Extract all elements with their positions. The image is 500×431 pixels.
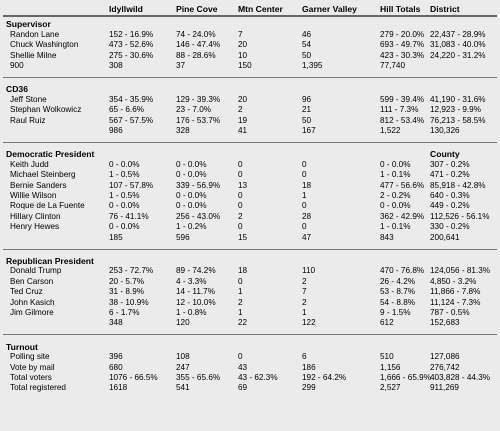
table-cell: 12 - 10.0%	[176, 297, 216, 307]
table-cell: 20	[238, 40, 248, 50]
table-cell: 354 - 35.9%	[109, 94, 154, 104]
table-cell: 0 - 0.0%	[176, 159, 207, 169]
row-label: Jim Gilmore	[10, 308, 54, 317]
table-cell: 130,326	[430, 126, 460, 135]
table-cell: 4 - 3.3%	[176, 276, 207, 286]
section-title: Turnout	[6, 341, 38, 352]
table-cell: 18	[238, 266, 248, 276]
table-cell: 96	[302, 94, 312, 104]
table-cell: 599 - 39.4%	[380, 94, 425, 104]
table-cell: 28	[302, 211, 312, 221]
row-label: Hillary Clinton	[10, 211, 61, 221]
row-label: Polling site	[10, 352, 50, 362]
table-cell: 6	[302, 352, 307, 362]
table-cell: 20 - 5.7%	[109, 276, 145, 286]
table-cell: 308	[109, 61, 123, 70]
table-cell: 275 - 30.6%	[109, 50, 154, 60]
table-cell: 26 - 4.2%	[380, 276, 416, 286]
table-cell: 812 - 53.4%	[380, 115, 425, 125]
table-cell: 186	[302, 362, 316, 372]
table-cell: 146 - 47.4%	[176, 40, 221, 50]
row-label: Vote by mail	[10, 362, 55, 372]
table-cell: 279 - 20.0%	[380, 29, 425, 39]
column-header: Idyllwild	[109, 4, 143, 14]
table-cell: 14 - 11.7%	[176, 287, 215, 297]
table-cell: 253 - 72.7%	[109, 266, 154, 276]
table-cell: 1 - 0.1%	[380, 222, 411, 232]
row-label: Shellie Milne	[10, 50, 57, 60]
table-cell: 50	[302, 50, 312, 60]
table-cell: 0	[238, 201, 243, 211]
table-cell: 19	[238, 115, 248, 125]
table-cell: 192 - 64.2%	[302, 373, 347, 382]
row-label: Raul Ruiz	[10, 115, 46, 125]
table-cell: 10	[238, 50, 248, 60]
table-cell: 0 - 0.0%	[176, 201, 207, 211]
column-header: District	[430, 4, 460, 14]
row-label: Keith Judd	[10, 159, 49, 169]
table-cell: 0 - 0.0%	[176, 170, 207, 180]
table-cell: 74 - 24.0%	[176, 29, 216, 39]
table-cell: 20	[238, 94, 248, 104]
table-cell: 1,395	[302, 61, 323, 70]
table-cell: 1,666 - 65.9%	[380, 373, 431, 382]
table-cell: 22	[238, 318, 248, 328]
table-cell: 1618	[109, 383, 128, 393]
table-cell: 89 - 74.2%	[176, 266, 216, 276]
table-cell: 541	[176, 383, 190, 393]
table-cell: 0 - 0.0%	[109, 201, 140, 211]
table-cell: 65 - 6.6%	[109, 105, 145, 115]
table-cell: 2,527	[380, 383, 401, 393]
table-cell: 787 - 0.5%	[430, 308, 470, 317]
table-cell: 680	[109, 362, 123, 372]
table-cell: 0 - 0.0%	[109, 159, 140, 169]
table-cell: 276,742	[430, 362, 460, 372]
table-cell: 43 - 62.3%	[238, 373, 278, 382]
table-cell: 612	[380, 318, 394, 328]
table-cell: 22,437 - 28.9%	[430, 29, 486, 39]
table-cell: 152,683	[430, 318, 460, 328]
table-cell: 0 - 0.0%	[109, 222, 140, 232]
section-divider	[3, 249, 497, 250]
table-cell: 596	[176, 232, 190, 242]
table-cell: 37	[176, 61, 186, 70]
column-header: Garner Valley	[302, 4, 357, 14]
table-cell: 53 - 8.7%	[380, 287, 416, 297]
table-cell: 120	[176, 318, 190, 328]
table-cell: 0	[238, 276, 243, 286]
table-cell: 13	[238, 180, 248, 190]
table-cell: 1 - 0.8%	[176, 308, 207, 317]
table-cell: 2 - 0.2%	[380, 191, 411, 200]
table-cell: 247	[176, 362, 190, 372]
section-divider	[3, 77, 497, 78]
row-label: Total voters	[10, 373, 52, 382]
section-divider	[3, 142, 497, 143]
table-cell: 112,526 - 56.1%	[430, 211, 490, 221]
table-cell: 403,828 - 44.3%	[430, 373, 491, 382]
column-header: Hill Totals	[380, 4, 421, 14]
table-cell: 43	[238, 362, 248, 372]
table-cell: 2	[238, 297, 243, 307]
row-label: Donald Trump	[10, 266, 62, 276]
table-cell: 423 - 30.3%	[380, 50, 425, 60]
table-cell: 85,918 - 42.8%	[430, 180, 486, 190]
table-cell: 200,641	[430, 232, 460, 242]
table-cell: 129 - 39.3%	[176, 94, 221, 104]
column-header: Pine Cove	[176, 4, 218, 14]
row-label: John Kasich	[10, 297, 55, 307]
table-cell: 31 - 8.9%	[109, 287, 145, 297]
table-cell: 1 - 0.2%	[176, 222, 207, 232]
table-cell: 47	[302, 232, 312, 242]
header-divider	[3, 15, 497, 17]
table-cell: 1,156	[380, 362, 401, 372]
table-cell: 21	[302, 105, 312, 115]
row-label: Bernie Sanders	[10, 180, 67, 190]
table-cell: 2	[238, 211, 243, 221]
table-cell: 640 - 0.3%	[430, 191, 470, 200]
row-label: Stephan Wolkowicz	[10, 105, 82, 115]
table-cell: 11,866 - 7.8%	[430, 287, 481, 297]
table-cell: 510	[380, 352, 394, 362]
table-cell: 0 - 0.0%	[176, 191, 207, 200]
table-cell: 911,269	[430, 383, 459, 393]
table-cell: 46	[302, 29, 312, 39]
table-cell: 693 - 49.7%	[380, 40, 425, 50]
table-cell: 567 - 57.5%	[109, 115, 154, 125]
row-label: Roque de La Fuente	[10, 201, 85, 211]
table-cell: 348	[109, 318, 123, 328]
table-cell: 24,220 - 31.2%	[430, 50, 486, 60]
table-cell: 167	[302, 126, 316, 135]
table-cell: 843	[380, 232, 394, 242]
table-cell: 12,923 - 9.9%	[430, 105, 481, 115]
table-cell: 339 - 56.9%	[176, 180, 221, 190]
table-cell: 11,124 - 7.3%	[430, 297, 481, 307]
row-label: Henry Hewes	[10, 222, 60, 232]
table-cell: 0	[302, 201, 307, 211]
table-cell: 9 - 1.5%	[380, 308, 411, 317]
table-cell: 0	[238, 222, 243, 232]
table-cell: 1,522	[380, 126, 401, 135]
table-cell: 110	[302, 266, 316, 276]
table-cell: 7	[238, 29, 243, 39]
row-label: Chuck Washington	[10, 40, 79, 50]
table-cell: 0 - 0.0%	[380, 201, 411, 211]
table-cell: 1	[238, 308, 243, 317]
table-cell: 328	[176, 126, 190, 135]
row-label: Ben Carson	[10, 276, 54, 286]
column-header: Mtn Center	[238, 4, 283, 14]
table-cell: 2	[238, 105, 243, 115]
row-label: Ted Cruz	[10, 287, 43, 297]
table-cell: 355 - 65.6%	[176, 373, 221, 382]
table-cell: 1076 - 66.5%	[109, 373, 158, 382]
table-cell: 1 - 0.5%	[109, 170, 140, 180]
table-cell: 88 - 28.6%	[176, 50, 216, 60]
table-cell: 107 - 57.8%	[109, 180, 154, 190]
table-cell: 0	[302, 222, 307, 232]
table-cell: 108	[176, 352, 190, 362]
table-cell: 362 - 42.9%	[380, 211, 425, 221]
table-cell: 473 - 52.6%	[109, 40, 154, 50]
table-cell: 396	[109, 352, 123, 362]
row-label: Willie Wilson	[10, 191, 57, 200]
table-cell: 76 - 41.1%	[109, 211, 149, 221]
table-cell: 0	[302, 159, 307, 169]
table-cell: 1 - 0.1%	[380, 170, 411, 180]
table-cell: 1	[302, 308, 307, 317]
section-title: CD36	[6, 84, 28, 95]
table-cell: 185	[109, 232, 123, 242]
table-cell: 50	[302, 115, 312, 125]
table-cell: 152 - 16.9%	[109, 29, 154, 39]
table-cell: 986	[109, 126, 123, 135]
section-subhead: County	[430, 149, 460, 160]
table-cell: 54 - 8.8%	[380, 297, 416, 307]
table-cell: 41	[238, 126, 248, 135]
table-cell: 15	[238, 232, 248, 242]
table-cell: 2	[302, 297, 307, 307]
table-cell: 31,083 - 40.0%	[430, 40, 486, 50]
section-divider	[3, 334, 497, 335]
row-label: 900	[10, 61, 24, 70]
table-cell: 477 - 56.6%	[380, 180, 425, 190]
row-label: Total registered	[10, 383, 66, 393]
table-cell: 0	[302, 170, 307, 180]
table-cell: 471 - 0.2%	[430, 170, 470, 180]
table-cell: 18	[302, 180, 312, 190]
table-cell: 76,213 - 58.5%	[430, 115, 486, 125]
table-cell: 0	[238, 170, 243, 180]
table-cell: 54	[302, 40, 312, 50]
table-cell: 1	[238, 287, 243, 297]
table-cell: 307 - 0.2%	[430, 159, 470, 169]
table-cell: 1	[302, 191, 307, 200]
row-label: Jeff Stone	[10, 94, 47, 104]
table-cell: 150	[238, 61, 252, 70]
table-cell: 0	[238, 352, 243, 362]
table-cell: 4,850 - 3.2%	[430, 276, 477, 286]
table-cell: 1 - 0.5%	[109, 191, 140, 200]
table-cell: 6 - 1.7%	[109, 308, 140, 317]
table-cell: 0	[238, 191, 243, 200]
table-cell: 470 - 76.8%	[380, 266, 425, 276]
row-label: Randon Lane	[10, 29, 60, 39]
table-cell: 122	[302, 318, 316, 328]
table-cell: 124,056 - 81.3%	[430, 266, 491, 276]
row-label: Michael Steinberg	[10, 170, 76, 180]
section-title: Republican President	[6, 256, 94, 266]
table-cell: 2	[302, 276, 307, 286]
table-cell: 127,086	[430, 352, 460, 362]
table-cell: 69	[238, 383, 248, 393]
table-cell: 38 - 10.9%	[109, 297, 149, 307]
table-cell: 77,740	[380, 61, 406, 70]
table-cell: 299	[302, 383, 316, 393]
table-cell: 0	[238, 159, 243, 169]
table-cell: 330 - 0.2%	[430, 222, 470, 232]
table-cell: 176 - 53.7%	[176, 115, 221, 125]
table-cell: 41,190 - 31.6%	[430, 94, 486, 104]
table-cell: 256 - 43.0%	[176, 211, 221, 221]
table-cell: 111 - 7.3%	[380, 105, 419, 115]
section-title: Democratic President	[6, 149, 95, 160]
table-cell: 7	[302, 287, 307, 297]
table-cell: 0 - 0.0%	[380, 159, 411, 169]
section-title: Supervisor	[6, 19, 51, 30]
table-cell: 23 - 7.0%	[176, 105, 212, 115]
table-cell: 449 - 0.2%	[430, 201, 470, 211]
